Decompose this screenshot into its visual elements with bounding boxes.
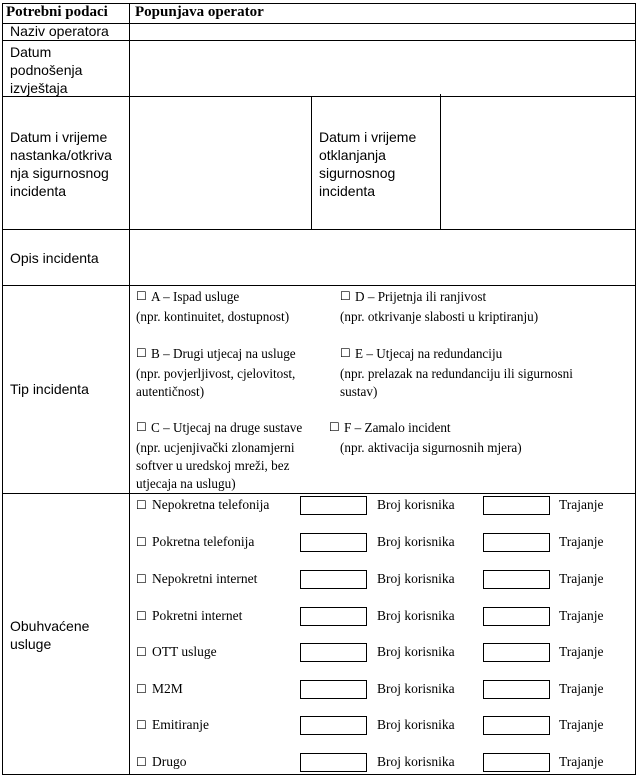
checkbox-icon[interactable]: ☐ — [340, 346, 351, 360]
incident-end-label-line1: Datum i vrijeme — [319, 129, 417, 145]
duration-label: Trajanje — [559, 717, 604, 732]
incident-type-c-desc-line2: softver u uredskoj mreži, bez — [136, 458, 290, 473]
service-label: M2M — [152, 681, 183, 696]
incident-end-field[interactable] — [444, 98, 632, 226]
incident-start-label-line2: nastanka/otkriva — [10, 147, 112, 163]
duration-input[interactable] — [483, 607, 550, 626]
incident-start-label-line1: Datum i vrijeme — [10, 129, 108, 145]
service-label: Pokretna telefonija — [152, 534, 255, 549]
incident-type-e-desc-line1: (npr. prelazak na redundanciju ili sigurnosni — [340, 366, 573, 381]
duration-input[interactable] — [483, 533, 550, 552]
report-date-field[interactable] — [131, 42, 631, 92]
users-count-input[interactable] — [300, 570, 367, 589]
incident-type-e-desc-line2: sustav) — [340, 384, 378, 399]
incident-type-b-desc-line2: autentičnost) — [136, 384, 205, 399]
users-count-label: Broj korisnika — [377, 608, 455, 623]
incident-type-f-title: F – Zamalo incident — [344, 420, 451, 435]
users-count-label: Broj korisnika — [377, 644, 455, 659]
header-operator-fills: Popunjava operator — [135, 4, 264, 20]
users-count-input[interactable] — [300, 533, 367, 552]
service-label: OTT usluge — [152, 644, 217, 659]
operator-name-label: Naziv operatora — [10, 23, 109, 39]
checkbox-icon[interactable]: ☐ — [136, 682, 147, 696]
operator-name-field[interactable] — [131, 24, 631, 38]
checkbox-icon[interactable]: ☐ — [136, 346, 147, 360]
report-date-label-line1: Datum — [10, 44, 52, 60]
users-count-label: Broj korisnika — [377, 534, 455, 549]
incident-type-b-title: B – Drugi utjecaj na usluge — [151, 346, 296, 361]
checkbox-icon[interactable]: ☐ — [136, 755, 147, 769]
users-count-label: Broj korisnika — [377, 571, 455, 586]
affected-services-label-line2: usluge — [10, 636, 52, 652]
incident-type-d-title: D – Prijetnja ili ranjivost — [355, 289, 487, 304]
duration-label: Trajanje — [559, 681, 604, 696]
users-count-input[interactable] — [300, 643, 367, 662]
users-count-label: Broj korisnika — [377, 681, 455, 696]
users-count-label: Broj korisnika — [377, 754, 455, 769]
duration-label: Trajanje — [559, 497, 604, 512]
service-label: Drugo — [152, 754, 187, 769]
service-label: Emitiranje — [152, 717, 209, 732]
incident-type-b-desc-line1: (npr. povjerljivost, cjelovitost, — [136, 366, 296, 381]
incident-type-label: Tip incidenta — [10, 381, 89, 397]
incident-end-label-line3: sigurnosnog — [319, 165, 396, 181]
service-label: Nepokretna telefonija — [152, 497, 270, 512]
description-label: Opis incidenta — [10, 250, 99, 266]
checkbox-icon[interactable]: ☐ — [136, 535, 147, 549]
duration-label: Trajanje — [559, 754, 604, 769]
duration-input[interactable] — [483, 570, 550, 589]
checkbox-icon[interactable]: ☐ — [340, 289, 351, 303]
incident-end-label-line4: incidenta — [319, 183, 376, 199]
users-count-input[interactable] — [300, 680, 367, 699]
incident-type-d-desc: (npr. otkrivanje slabosti u kriptiranju) — [340, 309, 539, 324]
service-label: Nepokretni internet — [152, 571, 258, 586]
incident-start-label-line4: incidenta — [10, 183, 67, 199]
duration-label: Trajanje — [559, 571, 604, 586]
report-date-label-line2: podnošenja — [10, 62, 83, 78]
incident-type-c-desc-line3: utjecaja na uslugu) — [136, 476, 236, 491]
checkbox-icon[interactable]: ☐ — [136, 498, 147, 512]
users-count-label: Broj korisnika — [377, 497, 455, 512]
service-label: Pokretni internet — [152, 608, 243, 623]
header-required-data: Potrebni podaci — [6, 4, 108, 20]
duration-input[interactable] — [483, 680, 550, 699]
users-count-label: Broj korisnika — [377, 717, 455, 732]
incident-type-c-desc-line1: (npr. ucjenjivački zlonamjerni — [136, 440, 295, 455]
checkbox-icon[interactable]: ☐ — [136, 718, 147, 732]
duration-input[interactable] — [483, 643, 550, 662]
duration-label: Trajanje — [559, 534, 604, 549]
users-count-input[interactable] — [300, 753, 367, 772]
incident-type-f-desc: (npr. aktivacija sigurnosnih mjera) — [340, 440, 522, 455]
incident-type-a-title: A – Ispad usluge — [151, 289, 240, 304]
incident-end-label-line2: otklanjanja — [319, 147, 386, 163]
duration-input[interactable] — [483, 716, 550, 735]
description-field[interactable] — [131, 232, 631, 284]
duration-input[interactable] — [483, 753, 550, 772]
users-count-input[interactable] — [300, 496, 367, 515]
affected-services-label-line1: Obuhvaćene — [10, 618, 90, 634]
incident-start-label-line3: nja sigurnosnog — [10, 165, 109, 181]
incident-start-field[interactable] — [131, 98, 309, 226]
checkbox-icon[interactable]: ☐ — [136, 420, 147, 434]
duration-input[interactable] — [483, 496, 550, 515]
checkbox-icon[interactable]: ☐ — [329, 420, 340, 434]
incident-type-a-desc: (npr. kontinuitet, dostupnost) — [136, 309, 290, 324]
duration-label: Trajanje — [559, 644, 604, 659]
users-count-input[interactable] — [300, 716, 367, 735]
checkbox-icon[interactable]: ☐ — [136, 609, 147, 623]
duration-label: Trajanje — [559, 608, 604, 623]
checkbox-icon[interactable]: ☐ — [136, 289, 147, 303]
incident-type-c-title: C – Utjecaj na druge sustave — [151, 420, 303, 435]
users-count-input[interactable] — [300, 607, 367, 626]
checkbox-icon[interactable]: ☐ — [136, 645, 147, 659]
incident-type-e-title: E – Utjecaj na redundanciju — [355, 346, 503, 361]
checkbox-icon[interactable]: ☐ — [136, 572, 147, 586]
report-date-label-line3: izvještaja — [10, 80, 68, 96]
